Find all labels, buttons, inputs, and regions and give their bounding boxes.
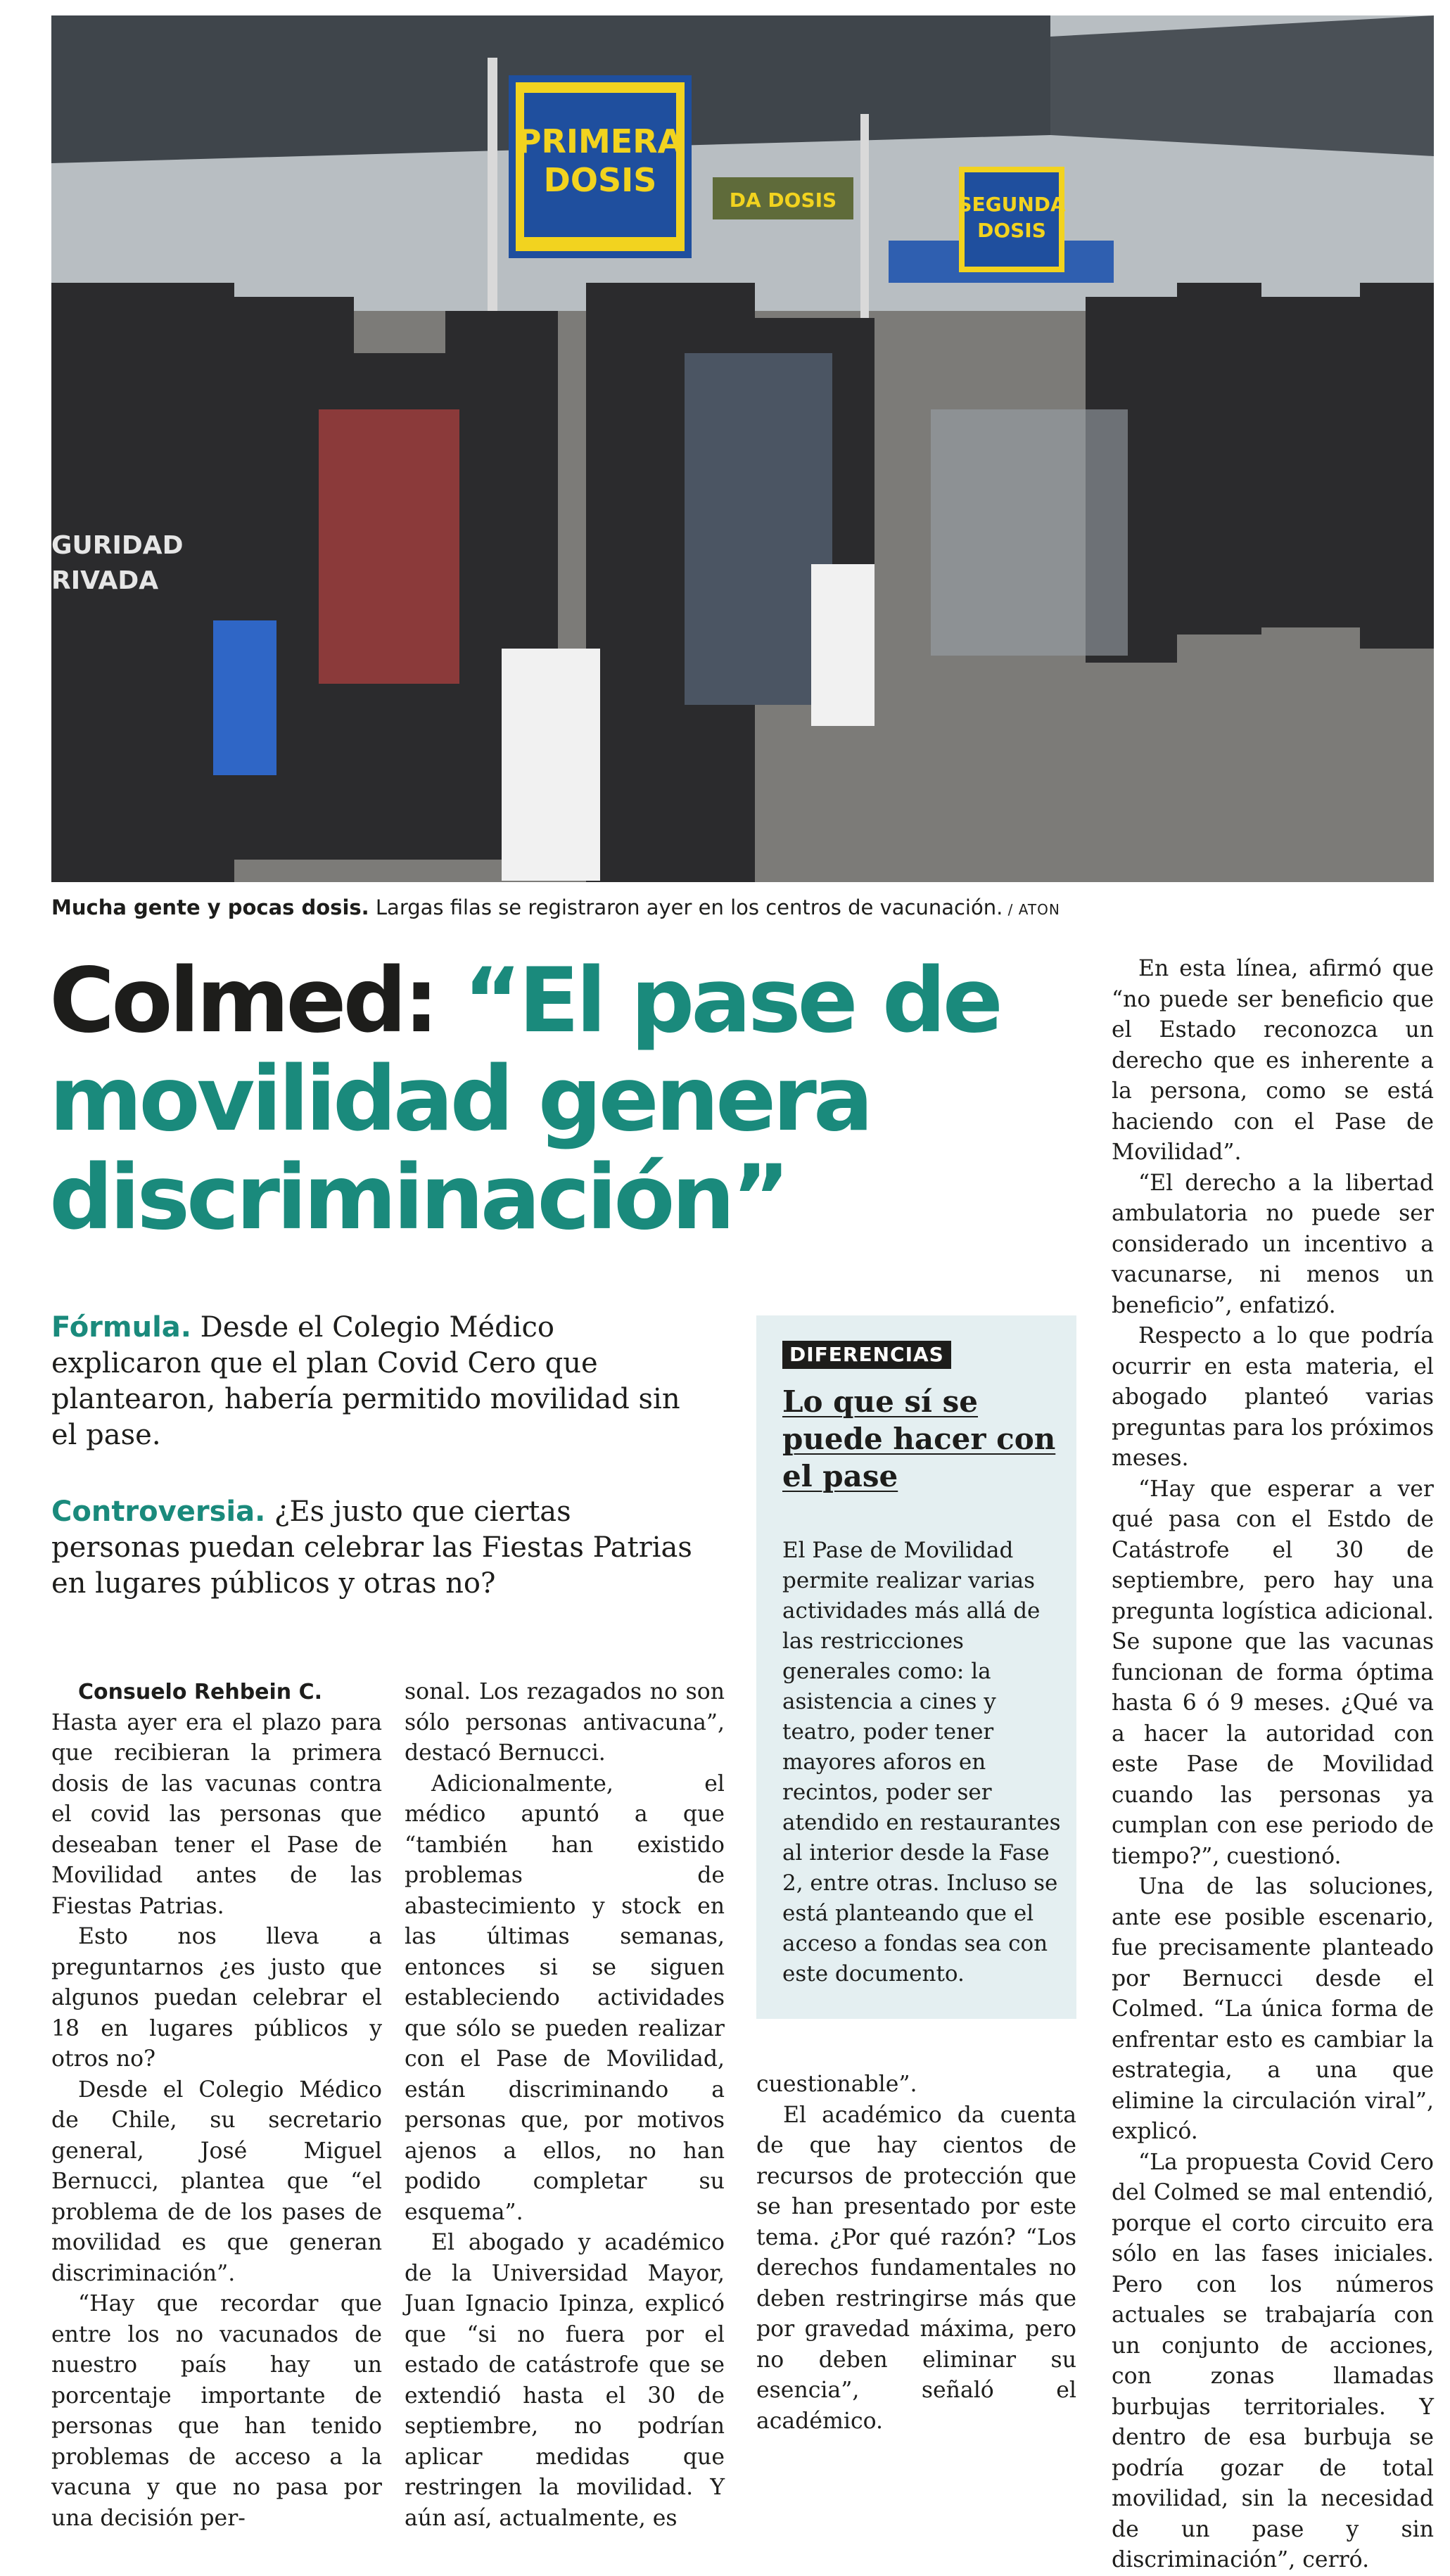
- kicker-controversia-text: ¿Es justo que ciertas personas puedan celebrar las Fiestas Patrias en lugares públicos y otras no?: [51, 1496, 692, 1600]
- paragraph: “Hay que recordar que entre los no vacunados de nuestro país hay un porcentaje importante de personas que han tenido problemas de acceso a la vacuna y que no pasa por una decisión per-: [51, 2291, 382, 2531]
- sidebar-tag: DIFERENCIAS: [782, 1341, 951, 1369]
- body-column-3: [756, 2070, 1076, 2437]
- photo-caption: [51, 893, 1434, 924]
- vest-line1: GURIDAD: [51, 531, 184, 560]
- primera-sign-line2: DOSIS: [543, 161, 657, 199]
- kicker-controversia: [51, 1494, 699, 1602]
- paragraph: Una de las soluciones, ante ese posible escenario, fue precisamente planteado por Bernucci desde el Colmed. “La única forma de enfrentar esto es cambiar la estrategia, a una que elimine la circulación viral”, explicó.: [1112, 1874, 1434, 2144]
- paragraph: Esto nos lleva a preguntarnos ¿es justo que algunos puedan celebrar el 18 en lugares públicos y otros no?: [51, 1924, 382, 2072]
- paragraph: Adicionalmente, el médico apuntó a que “también han existido problemas de abastecimiento y stock en las últimas semanas, entonces si se siguen estableciendo actividades que sólo se pueden realizar con el Pase de Movilidad, están discriminando a personas que, por motivos ajenos a ellos, no han podido completar su esquema”.: [405, 1771, 725, 2225]
- kicker-formula: [51, 1310, 699, 1453]
- primera-dosis-sign: [509, 75, 692, 258]
- paragraph: El académico da cuenta de que hay cientos de recursos de protección que se han presentado por este tema. ¿Por qué razón? “Los derechos fundamentales no deben restringirse más que por gravedad máxima, pero no deben eliminar su esencia”, señaló el académico.: [756, 2102, 1076, 2434]
- paragraph: Respecto a lo que podría ocurrir en esta materia, el abogado planteó varias preguntas para los próximos meses.: [1112, 1323, 1434, 1471]
- byline: Consuelo Rehbein C.: [78, 1680, 323, 1704]
- partial-sign-text: DA DOSIS: [729, 189, 837, 212]
- paragraph: cuestionable”.: [756, 2072, 917, 2097]
- body-column-2: [405, 1677, 725, 2534]
- kicker-controversia-lead: Controversia.: [51, 1496, 266, 1528]
- headline-quote: “El pase de movilidad genera discriminación”: [49, 948, 1000, 1249]
- paragraph: Hasta ayer era el plazo para que recibieran la primera dosis de las vacunas contra el covid las personas que deseaban tener el Pase de Movilidad antes de las Fiestas Patrias.: [51, 1709, 382, 1919]
- paragraph: En esta línea, afirmó que “no puede ser beneficio que el Estado reconozca un derecho que es inherente a la persona, como se está haciendo con el Pase de Movilidad”.: [1112, 956, 1434, 1165]
- article-headline: [49, 948, 1126, 1249]
- paragraph: El abogado y académico de la Universidad Mayor, Juan Ignacio Ipinza, explicó que “si no fuera por el estado de catástrofe que se extendió hasta el 30 de septiembre, no podrían aplicar medidas que restringen la movilidad. Y aún así, actualmente, es: [405, 2230, 725, 2531]
- caption-credit: / ATON: [1003, 901, 1060, 918]
- caption-text: Largas filas se registraron ayer en los centros de vacunación.: [369, 895, 1003, 919]
- sidebar-title: Lo que sí se puede hacer con el pase: [782, 1384, 1056, 1493]
- body-column-4: [1112, 954, 1434, 2576]
- segunda-dosis-sign: [958, 167, 1066, 272]
- kicker-formula-lead: Fórmula.: [51, 1311, 191, 1344]
- body-column-1: [51, 1677, 382, 2534]
- primera-sign-line1: PRIMERA: [517, 122, 683, 160]
- segunda-sign-line2: DOSIS: [977, 219, 1046, 242]
- paragraph: “Hay que esperar a ver qué pasa con el Estdo de Catástrofe el 30 de septiembre, pero hay una pregunta logística adicional. Se supone que las vacunas funcionan de forma óptima hasta 6 ó 9 meses. ¿Qué va a hacer la autoridad con este Pase de Movilidad cuando las personas ya cumplan con ese periodo de tiempo?”, cuestionó.: [1112, 1476, 1434, 1869]
- sidebar-text: El Pase de Movilidad permite realizar varias actividades más allá de las restricciones generales como: la asistencia a cines y teatro, poder tener mayores aforos en recintos, poder ser atendido en restaurantes al interior desde la Fase 2, entre otras. Incluso se está planteando que el acceso a fondas sea con este documento.: [782, 1538, 1061, 1987]
- headline-source: Colmed:: [49, 948, 464, 1052]
- segunda-sign-line1: SEGUNDA: [958, 193, 1066, 216]
- paragraph: “El derecho a la libertad ambulatoria no puede ser considerado un incentivo a vacunarse, ni menos un beneficio”, enfatizó.: [1112, 1170, 1434, 1318]
- vest-line2: RIVADA: [51, 566, 159, 595]
- news-photo: [51, 15, 1434, 882]
- vaccination-queue-illustration: [51, 15, 1434, 882]
- sidebar-box: [756, 1315, 1076, 2019]
- kicker-formula-text: Desde el Colegio Médico explicaron que el plan Covid Cero que plantearon, habería permitido movilidad sin el pase.: [51, 1311, 680, 1451]
- paragraph: “La propuesta Covid Cero del Colmed se mal entendió, porque el corto circuito era sólo en las fases iniciales. Pero con los números actuales se trabajaría con un conjunto de acciones, con zonas llamadas burbujas territoriales. Y dentro de esa burbuja se podría gozar de total movilidad, sin la necesidad de un pase y sin discriminación”, cerró.: [1112, 2149, 1434, 2572]
- paragraph: sonal. Los rezagados no son sólo personas antivacuna”, destacó Bernucci.: [405, 1679, 725, 1766]
- partial-dosis-sign: [713, 177, 853, 219]
- paragraph: Desde el Colegio Médico de Chile, su secretario general, José Miguel Bernucci, plantea que “el problema de de los pases de movilidad es que generan discriminación”.: [51, 2077, 382, 2286]
- caption-lead: Mucha gente y pocas dosis.: [51, 895, 369, 919]
